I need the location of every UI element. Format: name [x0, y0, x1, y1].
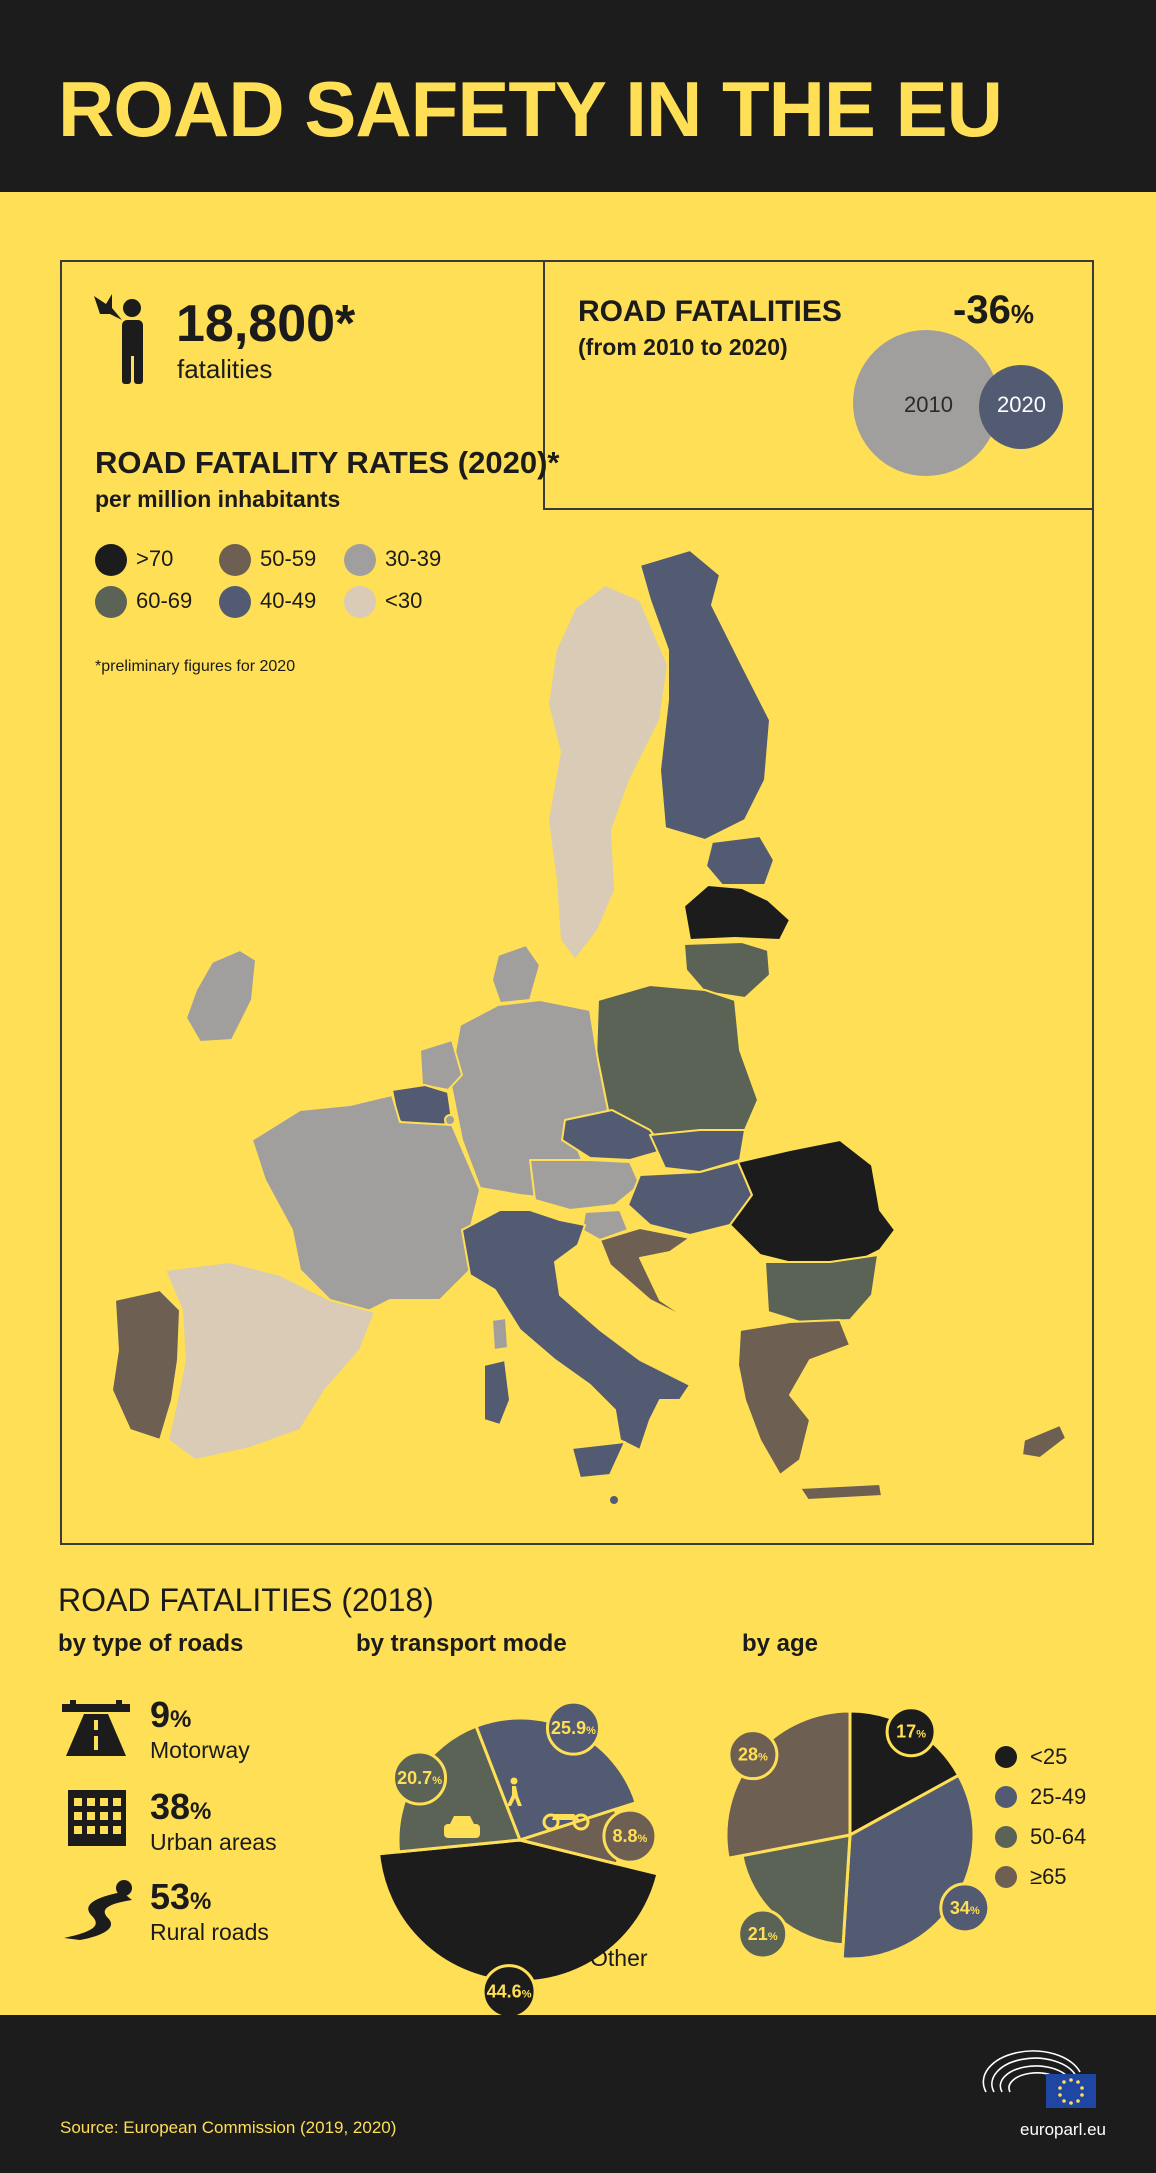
change-percent-value: -36 — [953, 288, 1011, 332]
map-ireland — [186, 950, 256, 1042]
label-2010: 2010 — [904, 392, 953, 417]
pie-data-label: 8.8% — [612, 1826, 648, 1847]
parliament-logo-icon — [980, 2052, 1098, 2112]
age-pie-chart — [710, 1670, 1010, 1990]
age-legend-item — [995, 1826, 1017, 1848]
roads-urban-label: Urban areas — [150, 1829, 277, 1855]
map-greece — [738, 1320, 850, 1475]
legend-label: 40-49 — [260, 588, 317, 613]
fatalities-value: 18,800* — [176, 295, 356, 353]
map-malta — [609, 1495, 619, 1505]
page-title: ROAD SAFETY IN THE EU — [58, 65, 1002, 153]
pie-data-label: 20.7% — [397, 1768, 442, 1789]
map-denmark — [492, 945, 540, 1003]
age-legend-label: <25 — [1030, 1744, 1068, 1769]
winding-road-icon — [62, 1880, 134, 1940]
value: 53 — [150, 1876, 191, 1917]
roads-heading: by type of roads — [58, 1630, 244, 1657]
age-heading: by age — [742, 1630, 819, 1657]
map-estonia — [706, 836, 774, 885]
pie-data-label: 21% — [747, 1924, 778, 1945]
value: 38 — [150, 1786, 191, 1827]
roads-rural-label: Rural roads — [150, 1919, 269, 1945]
map-croatia — [600, 1228, 690, 1320]
change-title: ROAD FATALITIES — [578, 295, 842, 328]
bottom-title: ROAD FATALITIES (2018) — [58, 1582, 434, 1618]
pie-data-label: 17% — [896, 1721, 926, 1742]
map-latvia — [684, 885, 790, 940]
map-cyprus — [1022, 1425, 1066, 1458]
label-2020: 2020 — [997, 392, 1046, 417]
age-legend-item — [995, 1866, 1017, 1888]
roads-rural-value — [150, 1876, 211, 1918]
change-percent-unit: % — [1010, 299, 1034, 329]
map-sweden — [548, 585, 668, 960]
age-legend-label: 25-49 — [1030, 1784, 1087, 1809]
map-sardinia — [484, 1360, 510, 1425]
rates-title: ROAD FATALITY RATES (2020)* — [95, 445, 560, 480]
value: 9 — [150, 1694, 171, 1735]
age-legend-label: 50-64 — [1030, 1824, 1087, 1849]
roads-motorway-label: Motorway — [150, 1737, 250, 1763]
pie-data-label: 28% — [738, 1744, 768, 1765]
legend-label: 50-59 — [260, 546, 317, 571]
car-roof — [450, 1816, 474, 1824]
legend-label: 60-69 — [136, 588, 193, 613]
unit: % — [170, 1706, 192, 1733]
fatalities-label: fatalities — [177, 354, 273, 384]
age-legend-item — [995, 1786, 1017, 1808]
map-crete — [800, 1484, 882, 1500]
legend-label: 30-39 — [385, 546, 442, 571]
car-body — [444, 1824, 480, 1838]
map-romania — [730, 1140, 895, 1265]
unit: % — [190, 1798, 212, 1825]
change-subtitle: (from 2010 to 2020) — [578, 334, 788, 360]
legend-label: >70 — [136, 546, 174, 571]
building-icon — [68, 1790, 126, 1846]
pie-data-label: 34% — [949, 1897, 980, 1918]
site-text: europarl.eu — [1020, 2120, 1107, 2139]
legend-label: <30 — [385, 588, 423, 613]
pie-data-label: 25.9% — [551, 1718, 596, 1739]
motorway-icon — [62, 1700, 130, 1758]
pedestrian-head — [511, 1778, 518, 1785]
unit: % — [190, 1888, 212, 1915]
transport-heading: by transport mode — [356, 1630, 567, 1657]
pie-data-label: 44.6% — [486, 1981, 532, 2002]
transport-pie-chart — [340, 1670, 710, 2002]
map-portugal — [112, 1290, 180, 1440]
map-corsica — [492, 1318, 508, 1350]
map-sicily — [572, 1442, 625, 1478]
source-text: Source: European Commission (2019, 2020) — [60, 2118, 397, 2137]
rates-subtitle: per million inhabitants — [95, 486, 341, 512]
roads-motorway-value — [150, 1694, 191, 1736]
age-legend-item — [995, 1746, 1017, 1768]
map-luxembourg — [445, 1115, 455, 1125]
preliminary-note: *preliminary figures for 2020 — [95, 658, 296, 675]
map-bulgaria — [765, 1255, 878, 1322]
roads-urban-value — [150, 1786, 211, 1828]
other-label: Other — [590, 1945, 648, 1971]
age-legend-label: ≥65 — [1030, 1864, 1067, 1889]
map-austria — [530, 1160, 640, 1210]
